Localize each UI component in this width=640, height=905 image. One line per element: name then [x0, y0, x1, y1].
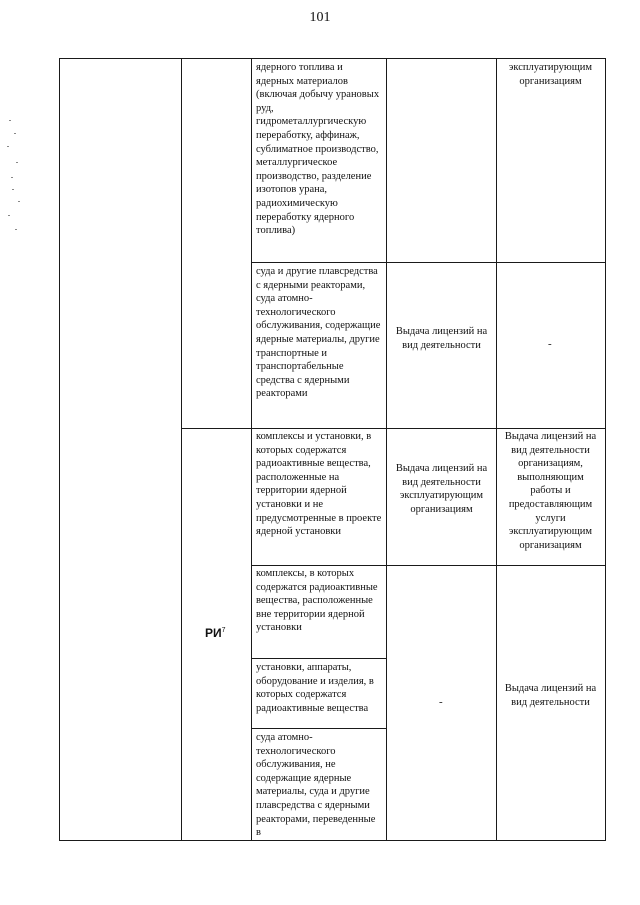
object-cell-nuclear-vessels: суда и другие плавсредства с ядерными реакторами, суда атомно-технологического обслуживания, содержащие ядерные материалы, другие транспортные и транспортабельные средства с ядерными реакторами: [256, 266, 381, 400]
ri-code: [205, 626, 226, 640]
object-cell-complexes-off-site: комплексы, в которых содержатся радиоактивные вещества, расположенные вне территории ядерной установки: [256, 568, 378, 634]
ri-code-text: РИ: [205, 626, 222, 640]
object-cell-service-vessels: суда атомно-технологического обслуживания, не содержащие ядерные материалы, суда и другие плавсредства с ядерными реакторами, переведенные в: [256, 732, 376, 839]
license-cell-operating-orgs-ri: Выдача лицензий на вид деятельности эксплуатирующим организациям: [395, 463, 488, 515]
object-cell-complexes-on-site: комплексы и установки, в которых содержатся радиоактивные вещества, расположенные на территории ядерной установки и не предусмотренные в проекте ядерной установки: [256, 431, 382, 538]
ri-footnote: 7: [221, 627, 226, 634]
empty-cell-dash: -: [548, 338, 552, 350]
object-cell-nuclear-fuel: ядерного топлива и ядерных материалов (включая добычу урановых руд, гидрометаллургическую переработку, аффинаж, сублиматное производство, металлургическое производство, разделение изотопов урана, радиохимическую переработку ядерного топлива): [256, 62, 380, 237]
license-cell-service-orgs: Выдача лицензий на вид деятельности организациям, выполняющим работы и предоставляющим услуги эксплуатирующим организациям: [504, 431, 597, 551]
license-cell-activity-merged: Выдача лицензий на вид деятельности: [504, 683, 597, 708]
license-cell-operating-orgs: эксплуатирующим организациям: [508, 62, 593, 87]
object-cell-installations: установки, аппараты, оборудование и изделия, в которых содержатся радиоактивные вещества: [256, 662, 374, 714]
page-number: 101: [309, 10, 331, 25]
empty-cell-dash-merged: -: [439, 696, 443, 708]
license-cell-activity: Выдача лицензий на вид деятельности: [395, 326, 488, 351]
